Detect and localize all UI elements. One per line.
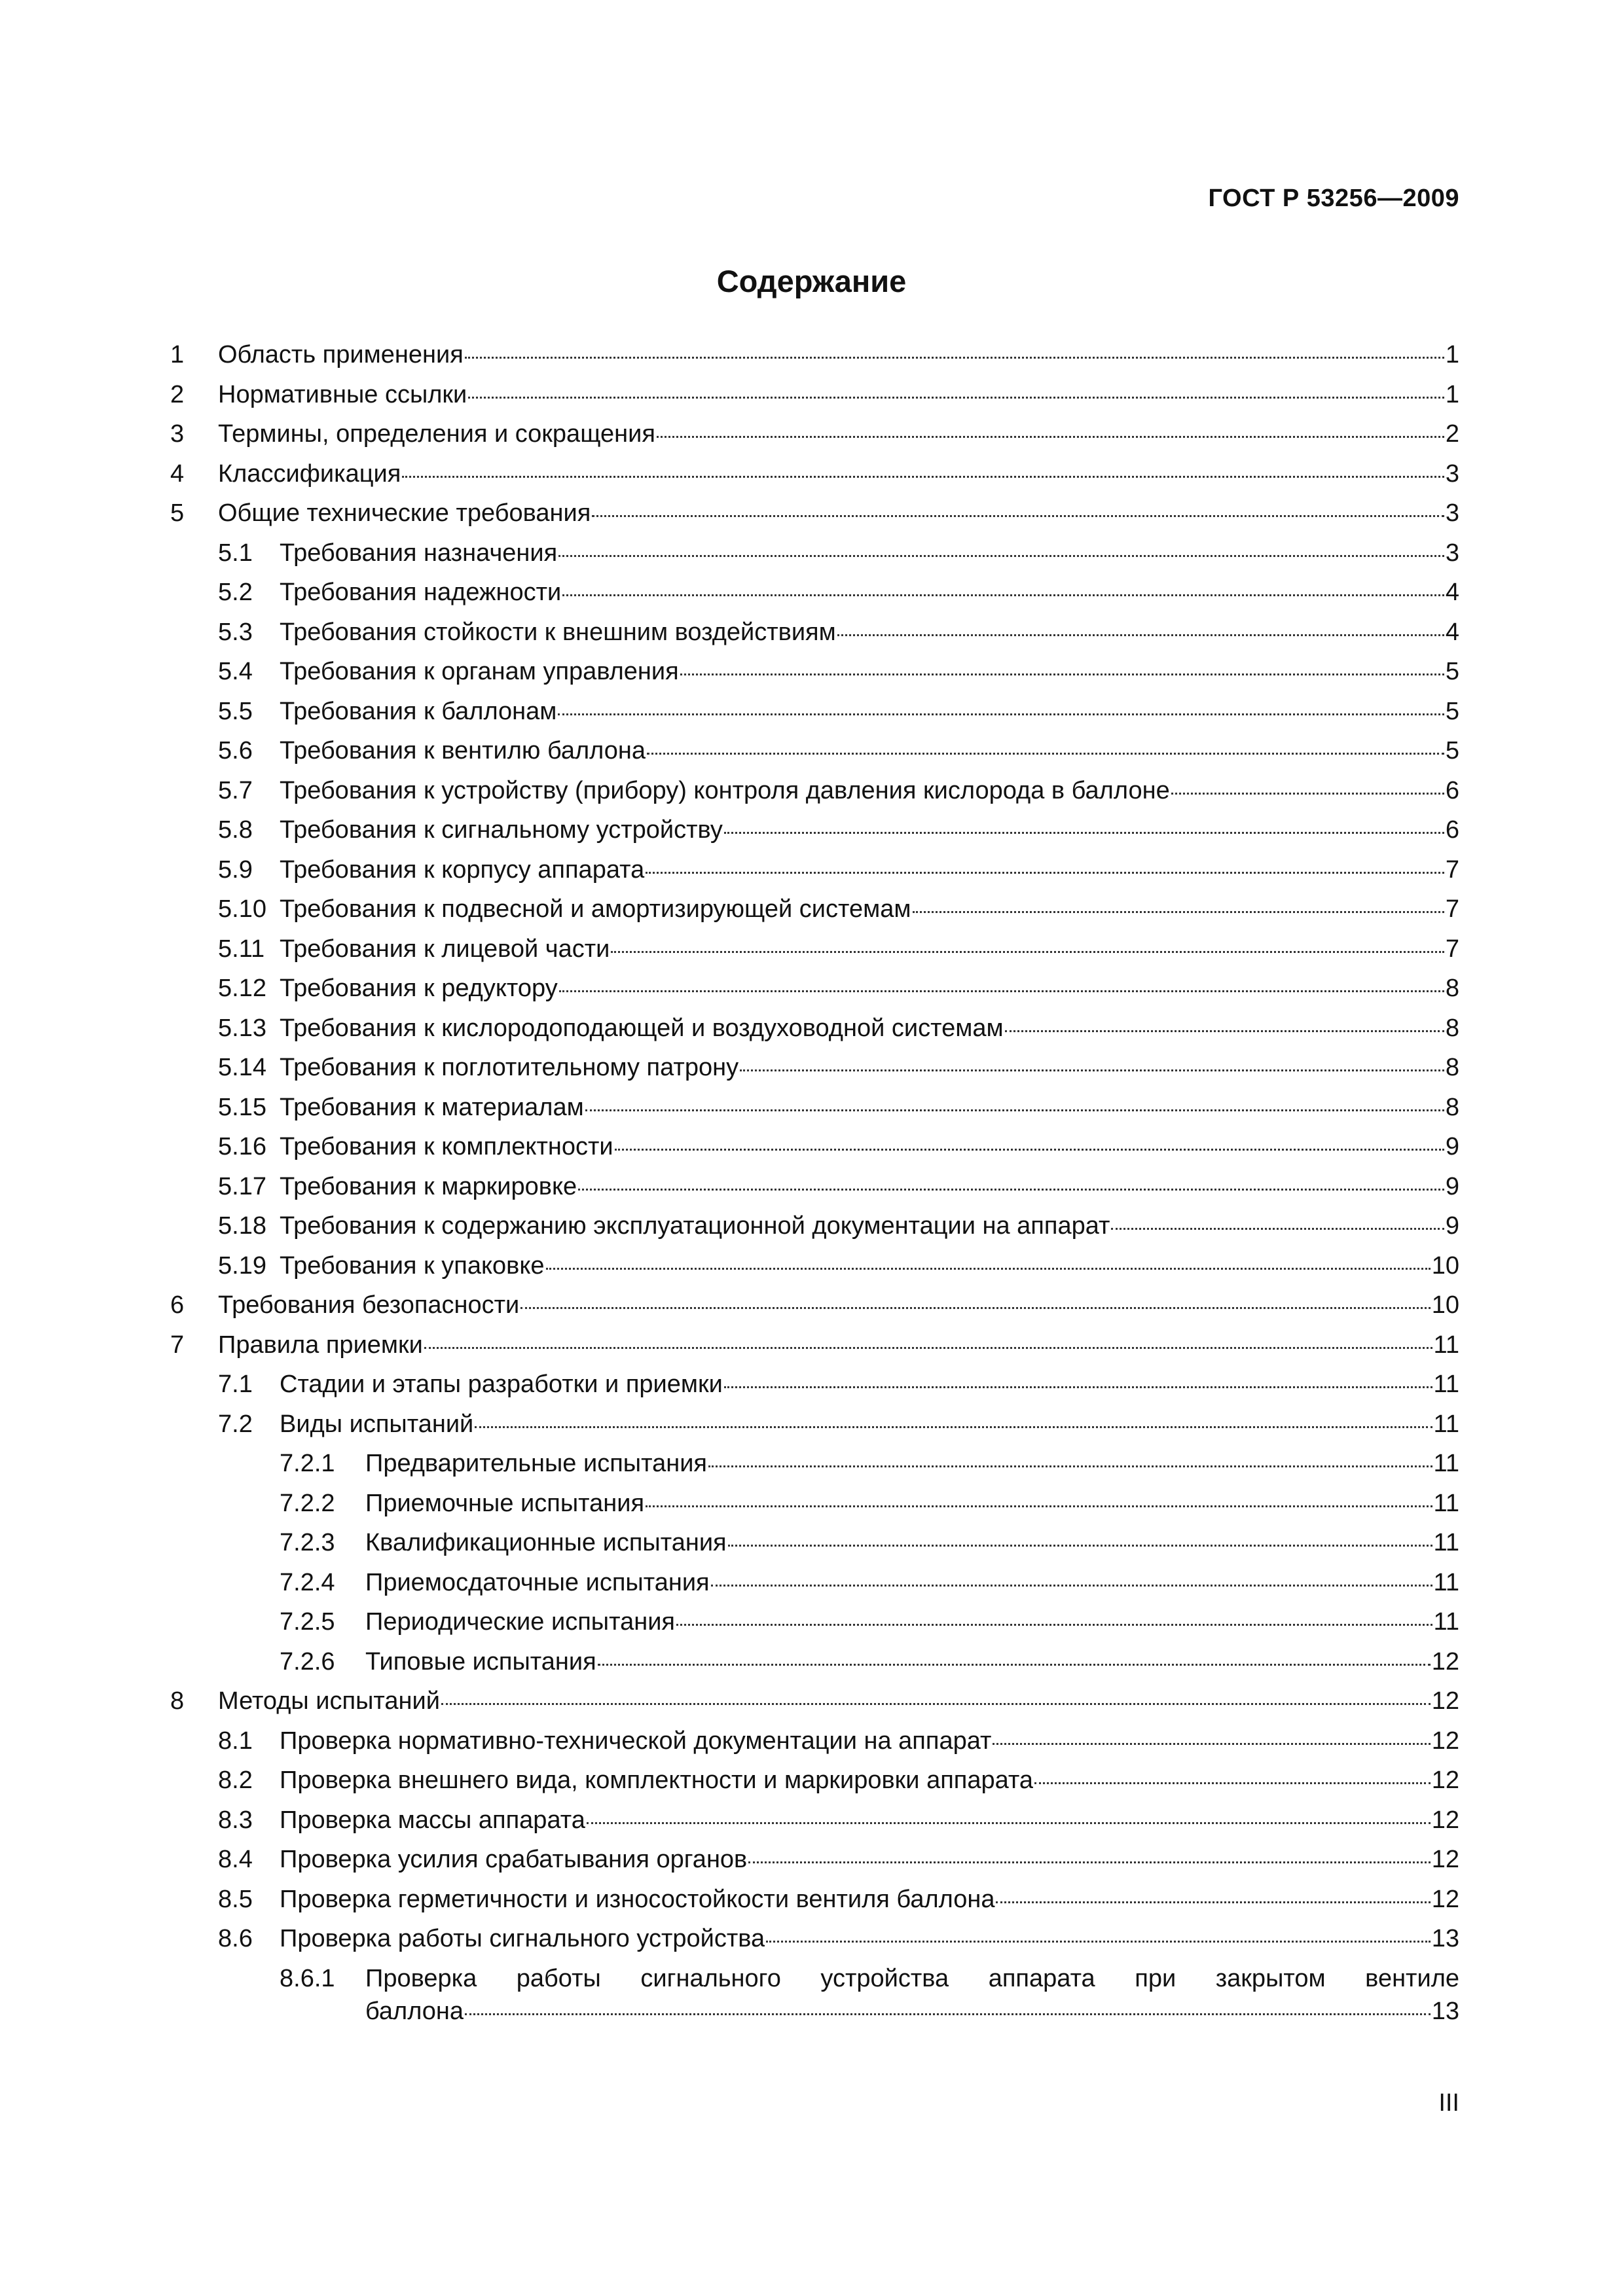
toc-entry-title: Требования безопасности [218, 1291, 520, 1319]
toc-entry-title: Требования к материалам [280, 1093, 584, 1121]
toc-entry-line [280, 810, 1459, 850]
toc-entry-page: 2 [1445, 420, 1459, 448]
toc-entry-title: Проверка работы сигнального устройства аппарата при закрытом вентиле [365, 1964, 1459, 1992]
toc-entry-line [280, 573, 1459, 613]
toc-entry-line [280, 1127, 1459, 1167]
toc-entry [167, 1801, 1459, 1840]
toc-entry-line [218, 1285, 1459, 1325]
toc-entry-number: 7.2.2 [280, 1489, 335, 1517]
toc-entry [167, 375, 1459, 415]
toc-entry-page: 11 [1433, 1608, 1459, 1636]
toc-entry [167, 454, 1459, 494]
toc-entry-line [280, 1405, 1459, 1444]
toc-entry [167, 1959, 1459, 2031]
toc-entry-line [280, 1088, 1459, 1128]
toc-entry-page: 13 [1431, 1997, 1459, 2025]
toc-entry-title-continuation: баллона [365, 1997, 464, 2025]
dot-leader [585, 1109, 1444, 1111]
toc-entry-page: 8 [1445, 1054, 1459, 1081]
toc-entry-title: Требования к маркировке [280, 1172, 577, 1200]
toc-entry-page: 11 [1433, 1568, 1459, 1596]
toc-entry-number: 8.3 [218, 1806, 253, 1834]
dot-leader [708, 1465, 1432, 1467]
toc-entry-number: 5.1 [218, 539, 253, 567]
dot-leader [468, 397, 1444, 399]
toc-entry-number: 5.11 [218, 935, 265, 963]
toc-entry-line [218, 375, 1459, 415]
toc-entry-title: Проверка работы сигнального устройства [280, 1925, 765, 1952]
toc-entry-line [280, 1919, 1459, 1959]
toc-entry-number: 5.13 [218, 1014, 266, 1042]
toc-entry-number: 5.16 [218, 1133, 266, 1160]
dot-leader [1171, 793, 1444, 795]
toc-entry-title: Требования к баллонам [280, 697, 557, 725]
dot-leader [611, 951, 1444, 953]
toc-entry-page: 11 [1433, 1410, 1459, 1438]
toc-entry-page: 11 [1433, 1450, 1459, 1477]
toc-entry [167, 1285, 1459, 1325]
toc-entry-line [280, 1048, 1459, 1088]
toc-entry-line [365, 1642, 1459, 1682]
toc-entry-line [280, 1721, 1459, 1761]
toc-entry-title: Требования к устройству (прибору) контроля давления кислорода в баллоне [280, 776, 1170, 804]
dot-leader [562, 594, 1444, 596]
toc-entry-page: 12 [1431, 1846, 1459, 1873]
toc-entry-title: Требования надежности [280, 579, 562, 606]
toc-entry-page: 7 [1445, 895, 1459, 923]
toc-entry [167, 1761, 1459, 1801]
dot-leader [592, 515, 1444, 517]
dot-leader [646, 872, 1444, 874]
toc-entry-line [280, 1880, 1459, 1920]
page-number: III [1438, 2089, 1459, 2117]
toc-entry-page: 7 [1445, 855, 1459, 884]
dot-leader [766, 1941, 1431, 1943]
toc-entry [167, 1840, 1459, 1880]
toc-entry [167, 731, 1459, 771]
toc-entry-page: 12 [1431, 1727, 1459, 1755]
toc-entry-title: Правила приемки [218, 1331, 423, 1359]
dot-leader [837, 634, 1444, 636]
toc-entry [167, 335, 1459, 375]
toc-entry [167, 1642, 1459, 1682]
toc-entry [167, 850, 1459, 890]
toc-entry-line [280, 1840, 1459, 1880]
toc-entry-page: 8 [1445, 975, 1459, 1002]
dot-leader [465, 357, 1444, 359]
toc-entry-title: Требования к корпусу аппарата [280, 855, 645, 884]
toc-entry-title: Периодические испытания [365, 1608, 675, 1636]
toc-entry-page: 12 [1431, 1806, 1459, 1834]
toc-entry-page: 9 [1445, 1172, 1459, 1200]
toc-entry [167, 1048, 1459, 1088]
toc-entry [167, 771, 1459, 811]
toc-entry-number: 8.1 [218, 1727, 253, 1755]
toc-entry-title: Приемочные испытания [365, 1489, 645, 1517]
toc-entry-number: 5.9 [218, 855, 253, 884]
toc-entry-title: Требования к органам управления [280, 658, 679, 685]
toc-entry [167, 573, 1459, 613]
toc-entry-title: Проверка герметичности и износостойкости вентиля баллона [280, 1885, 995, 1913]
toc-entry [167, 1444, 1459, 1484]
toc-entry-page: 11 [1433, 1371, 1459, 1398]
dot-leader [598, 1664, 1431, 1666]
toc-entry-page: 11 [1433, 1331, 1459, 1359]
toc-entry-title: Общие технические требования [218, 499, 591, 527]
toc-entry-page: 11 [1433, 1529, 1459, 1556]
toc-entry-page: 12 [1431, 1767, 1459, 1794]
toc-entry-page: 11 [1433, 1489, 1459, 1517]
toc-entry [167, 1681, 1459, 1721]
toc-entry-number: 8.4 [218, 1846, 253, 1873]
toc-entry-page: 13 [1431, 1925, 1459, 1952]
toc-entry-number: 2 [170, 380, 185, 408]
toc-entry-title: Требования к редуктору [280, 975, 558, 1002]
toc-entry-page: 10 [1431, 1251, 1459, 1280]
dot-leader [1111, 1228, 1444, 1230]
toc-entry-line [280, 1761, 1459, 1801]
toc-entry-page: 5 [1445, 697, 1459, 725]
toc-entry-number: 5.17 [218, 1172, 266, 1200]
toc-entry-line [365, 1563, 1459, 1603]
toc-entry [167, 1009, 1459, 1049]
dot-leader [724, 1386, 1432, 1388]
toc-title: Содержание [716, 264, 907, 298]
toc-entry-number: 5.18 [218, 1212, 266, 1240]
toc-entry-number: 8.2 [218, 1767, 253, 1794]
toc-entry-title: Требования стойкости к внешним воздействиям [280, 618, 836, 646]
toc-entry [167, 1563, 1459, 1603]
toc-entry-line [280, 1167, 1459, 1207]
toc-entry [167, 889, 1459, 929]
toc-entry [167, 613, 1459, 653]
toc-entry [167, 1246, 1459, 1286]
toc-entry [167, 1167, 1459, 1207]
dot-leader [913, 911, 1444, 913]
toc-entry-page: 4 [1445, 579, 1459, 606]
toc-entry-title: Требования к комплектности [280, 1133, 613, 1160]
toc-entry-title: Требования к подвесной и амортизирующей системам [280, 895, 911, 923]
toc-entry-title: Требования к упаковке [280, 1251, 545, 1280]
toc-entry-number: 5.3 [218, 618, 253, 646]
toc-entry-page: 10 [1431, 1291, 1459, 1319]
toc-entry [167, 1484, 1459, 1524]
toc-entry-line [365, 1992, 1459, 2032]
toc-entry-number: 7.2.6 [280, 1647, 335, 1676]
toc-entry-page: 7 [1445, 935, 1459, 963]
toc-entry-title: Требования к лицевой части [280, 935, 610, 963]
toc-entry-title: Область применения [218, 341, 464, 368]
toc-entry-page: 1 [1445, 380, 1459, 408]
toc-entry-line [218, 454, 1459, 494]
dot-leader [402, 476, 1444, 478]
toc-entry [167, 1721, 1459, 1761]
toc-entry-title: Квалификационные испытания [365, 1529, 727, 1556]
toc-entry [167, 1365, 1459, 1405]
toc-entry-page: 9 [1445, 1212, 1459, 1240]
toc-entry [167, 1088, 1459, 1128]
toc-entry-number: 7 [170, 1331, 185, 1359]
toc-entry [167, 929, 1459, 969]
toc-entry-line [280, 1009, 1459, 1049]
toc-entry-line [218, 414, 1459, 454]
toc-entry-title: Требования к вентилю баллона [280, 737, 646, 764]
toc-entry-title: Методы испытаний [218, 1687, 440, 1715]
toc-entry-title: Классификация [218, 459, 401, 488]
toc-entry-line [280, 533, 1459, 573]
dot-leader [465, 2013, 1431, 2015]
toc-entry-title: Проверка массы аппарата [280, 1806, 585, 1834]
toc-entry-page: 3 [1445, 459, 1459, 488]
dot-leader [676, 1624, 1432, 1626]
dot-leader [646, 1505, 1432, 1507]
toc-entry-page: 5 [1445, 658, 1459, 685]
toc-entry [167, 1523, 1459, 1563]
toc-entry-number: 7.1 [218, 1371, 253, 1398]
dot-leader [740, 1069, 1444, 1071]
toc-entry-number: 7.2.1 [280, 1450, 335, 1477]
dot-leader [996, 1901, 1430, 1903]
toc-entry-page: 12 [1431, 1885, 1459, 1913]
toc-entry-line [218, 1681, 1459, 1721]
toc-entry-number: 3 [170, 420, 185, 448]
toc-entry [167, 1325, 1459, 1365]
toc-entry-number: 5.7 [218, 776, 253, 804]
toc-entry [167, 1602, 1459, 1642]
toc-entry-number: 7.2.4 [280, 1568, 335, 1596]
toc-entry [167, 969, 1459, 1009]
toc-entry-page: 8 [1445, 1014, 1459, 1042]
toc-entry-title: Требования назначения [280, 539, 558, 567]
toc-entry-line [280, 929, 1459, 969]
dot-leader [647, 753, 1444, 755]
toc-entry-page: 12 [1431, 1687, 1459, 1715]
toc-entry [167, 1880, 1459, 1920]
toc-entry [167, 1206, 1459, 1246]
dot-leader [615, 1149, 1444, 1151]
toc-entry-number: 5.15 [218, 1093, 266, 1121]
toc-entry-number: 7.2 [218, 1410, 253, 1438]
dot-leader [578, 1189, 1444, 1191]
standard-id: ГОСТ Р 53256—2009 [1208, 185, 1459, 212]
toc-entry-line [280, 1246, 1459, 1286]
toc-entry [167, 810, 1459, 850]
toc-entry-line [280, 850, 1459, 890]
toc-entry [167, 652, 1459, 692]
dot-leader [711, 1585, 1432, 1587]
dot-leader [657, 436, 1444, 438]
toc-entry-number: 5.4 [218, 658, 253, 685]
dot-leader [424, 1347, 1432, 1349]
toc-entry-title: Стадии и этапы разработки и приемки [280, 1371, 723, 1398]
toc-entry-number: 1 [170, 341, 185, 368]
dot-leader [748, 1861, 1430, 1863]
toc-entry-line [280, 889, 1459, 929]
toc-entry-line [280, 652, 1459, 692]
toc-entry-title: Требования к поглотительному патрону [280, 1054, 739, 1081]
toc-entry-title: Предварительные испытания [365, 1450, 707, 1477]
dot-leader [475, 1426, 1432, 1428]
toc-entry-line [218, 493, 1459, 533]
toc-entry [167, 692, 1459, 732]
toc-entry-number: 5.12 [218, 975, 266, 1002]
toc-entry-title: Требования к кислородоподающей и воздуховодной системам [280, 1014, 1004, 1042]
toc-entry-line [280, 1206, 1459, 1246]
toc-entry-number: 7.2.5 [280, 1608, 335, 1636]
toc-entry-number: 5.19 [218, 1251, 266, 1280]
dot-leader [1034, 1782, 1431, 1784]
toc-entry-page: 9 [1445, 1133, 1459, 1160]
toc-entry-title: Проверка усилия срабатывания органов [280, 1846, 748, 1873]
toc-entry [167, 533, 1459, 573]
toc-entry-number: 8.6.1 [280, 1964, 335, 1992]
toc-entry-title: Нормативные ссылки [218, 380, 467, 408]
toc-entry-page: 12 [1431, 1647, 1459, 1676]
dot-leader [724, 832, 1444, 834]
dot-leader [1005, 1030, 1444, 1032]
toc-entry-title: Требования к сигнальному устройству [280, 816, 723, 844]
toc-entry-line [280, 1801, 1459, 1840]
dot-leader [520, 1307, 1430, 1309]
toc-entry-number: 5.8 [218, 816, 253, 844]
dot-leader [558, 555, 1444, 557]
toc-entry-line [218, 1325, 1459, 1365]
toc-entry-line [365, 1523, 1459, 1563]
toc-entry-title: Приемосдаточные испытания [365, 1568, 710, 1596]
dot-leader [587, 1822, 1431, 1824]
toc-entry-title: Виды испытаний [280, 1410, 474, 1438]
dot-leader [441, 1703, 1431, 1705]
toc-entry-line [218, 335, 1459, 375]
toc-entry-number: 6 [170, 1291, 185, 1319]
toc-entry-page: 3 [1445, 499, 1459, 527]
dot-leader [993, 1743, 1430, 1745]
toc-entry-page: 8 [1445, 1093, 1459, 1121]
toc-entry-title: Типовые испытания [365, 1647, 596, 1676]
toc-entry-page: 6 [1445, 816, 1459, 844]
dot-leader [546, 1268, 1431, 1270]
toc-entry [167, 414, 1459, 454]
dot-leader [559, 990, 1444, 992]
toc-entry-line [280, 613, 1459, 653]
toc-entry-line [280, 692, 1459, 732]
dot-leader [558, 713, 1444, 715]
toc-entry [167, 1919, 1459, 1959]
toc-entry-number: 5.5 [218, 697, 253, 725]
toc-entry-title: Проверка внешнего вида, комплектности и маркировки аппарата [280, 1767, 1034, 1794]
toc-entry [167, 1405, 1459, 1444]
toc-entry-line [280, 1365, 1459, 1405]
dot-leader [680, 673, 1444, 675]
toc-entry-page: 1 [1445, 341, 1459, 368]
toc-entry-line [280, 731, 1459, 771]
toc-entry-page: 6 [1445, 776, 1459, 804]
toc-entry-number: 4 [170, 459, 185, 488]
toc-entry-title: Термины, определения и сокращения [218, 420, 655, 448]
toc-entry-line [280, 771, 1459, 811]
toc-entry-line [280, 969, 1459, 1009]
toc-entry-number: 5.6 [218, 737, 253, 764]
dot-leader [728, 1545, 1432, 1547]
table-of-contents [167, 335, 1459, 2031]
toc-entry [167, 1127, 1459, 1167]
toc-entry-number: 8 [170, 1687, 185, 1715]
toc-entry-number: 8.6 [218, 1925, 253, 1952]
toc-entry-number: 7.2.3 [280, 1529, 335, 1556]
toc-entry-title: Проверка нормативно-технической документации на аппарат [280, 1727, 992, 1755]
toc-entry-number: 5 [170, 499, 185, 527]
toc-entry-number: 8.5 [218, 1885, 253, 1913]
toc-entry-number: 5.2 [218, 579, 253, 606]
toc-entry-page: 4 [1445, 618, 1459, 646]
toc-entry-line [365, 1484, 1459, 1524]
toc-entry-title: Требования к содержанию эксплуатационной документации на аппарат [280, 1212, 1110, 1240]
toc-entry-line [365, 1444, 1459, 1484]
toc-entry [167, 493, 1459, 533]
toc-entry-page: 5 [1445, 737, 1459, 764]
toc-entry-number: 5.14 [218, 1054, 266, 1081]
toc-entry-line [365, 1602, 1459, 1642]
toc-entry-page: 3 [1445, 539, 1459, 567]
toc-entry-number: 5.10 [218, 895, 266, 923]
